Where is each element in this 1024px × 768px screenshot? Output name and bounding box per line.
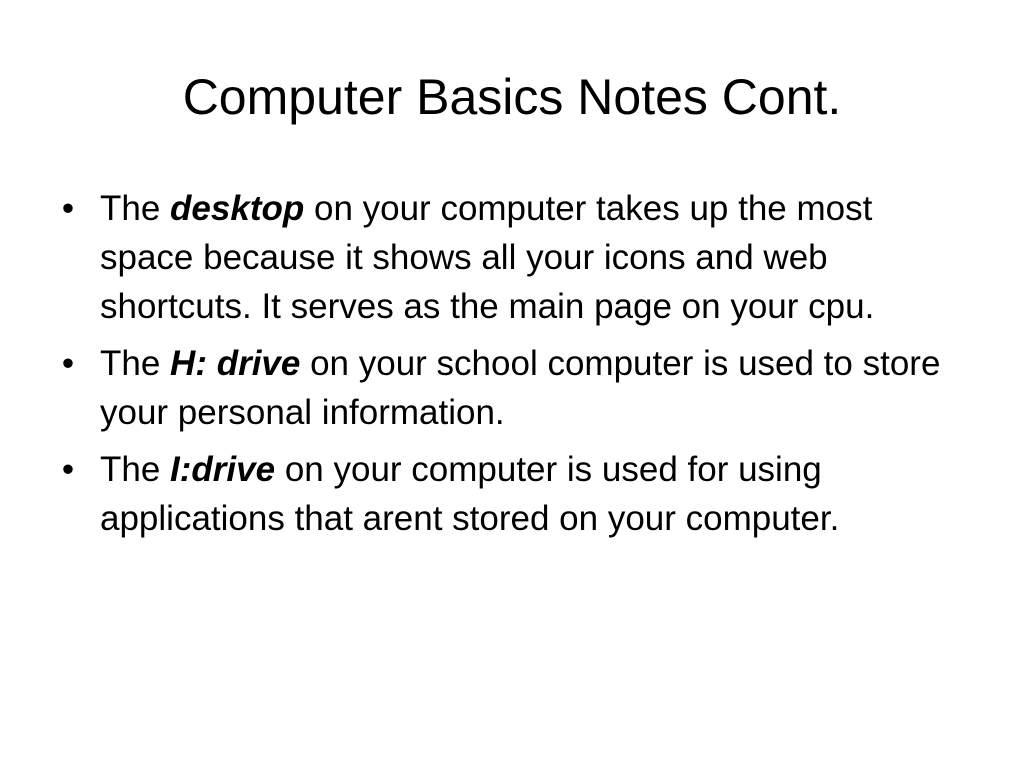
bullet-term: H: drive <box>170 344 301 383</box>
bullet-text: on your computer is used for using applications that arent stored on your computer. <box>100 450 840 538</box>
bullet-prefix: The <box>100 450 171 489</box>
bullet-item-h-drive <box>58 339 958 437</box>
bullet-term: I:drive <box>170 450 276 489</box>
bullet-item-i-drive <box>58 445 958 543</box>
bullet-term: desktop <box>170 189 305 228</box>
bullet-prefix: The <box>100 189 171 228</box>
bullet-prefix: The <box>100 344 171 383</box>
bullet-text: on your school computer is used to store your personal information. <box>100 344 941 432</box>
bullet-icon: • <box>61 189 75 228</box>
bullet-icon: • <box>61 344 75 383</box>
slide-title: Computer Basics Notes Cont. <box>182 69 842 125</box>
bullet-list <box>58 184 958 551</box>
bullet-item-desktop <box>58 184 958 331</box>
bullet-icon: • <box>61 450 75 489</box>
bullet-text: on your computer takes up the most space because it shows all your icons and web shortcuts. It serves as the main page on your cpu. <box>100 189 875 326</box>
